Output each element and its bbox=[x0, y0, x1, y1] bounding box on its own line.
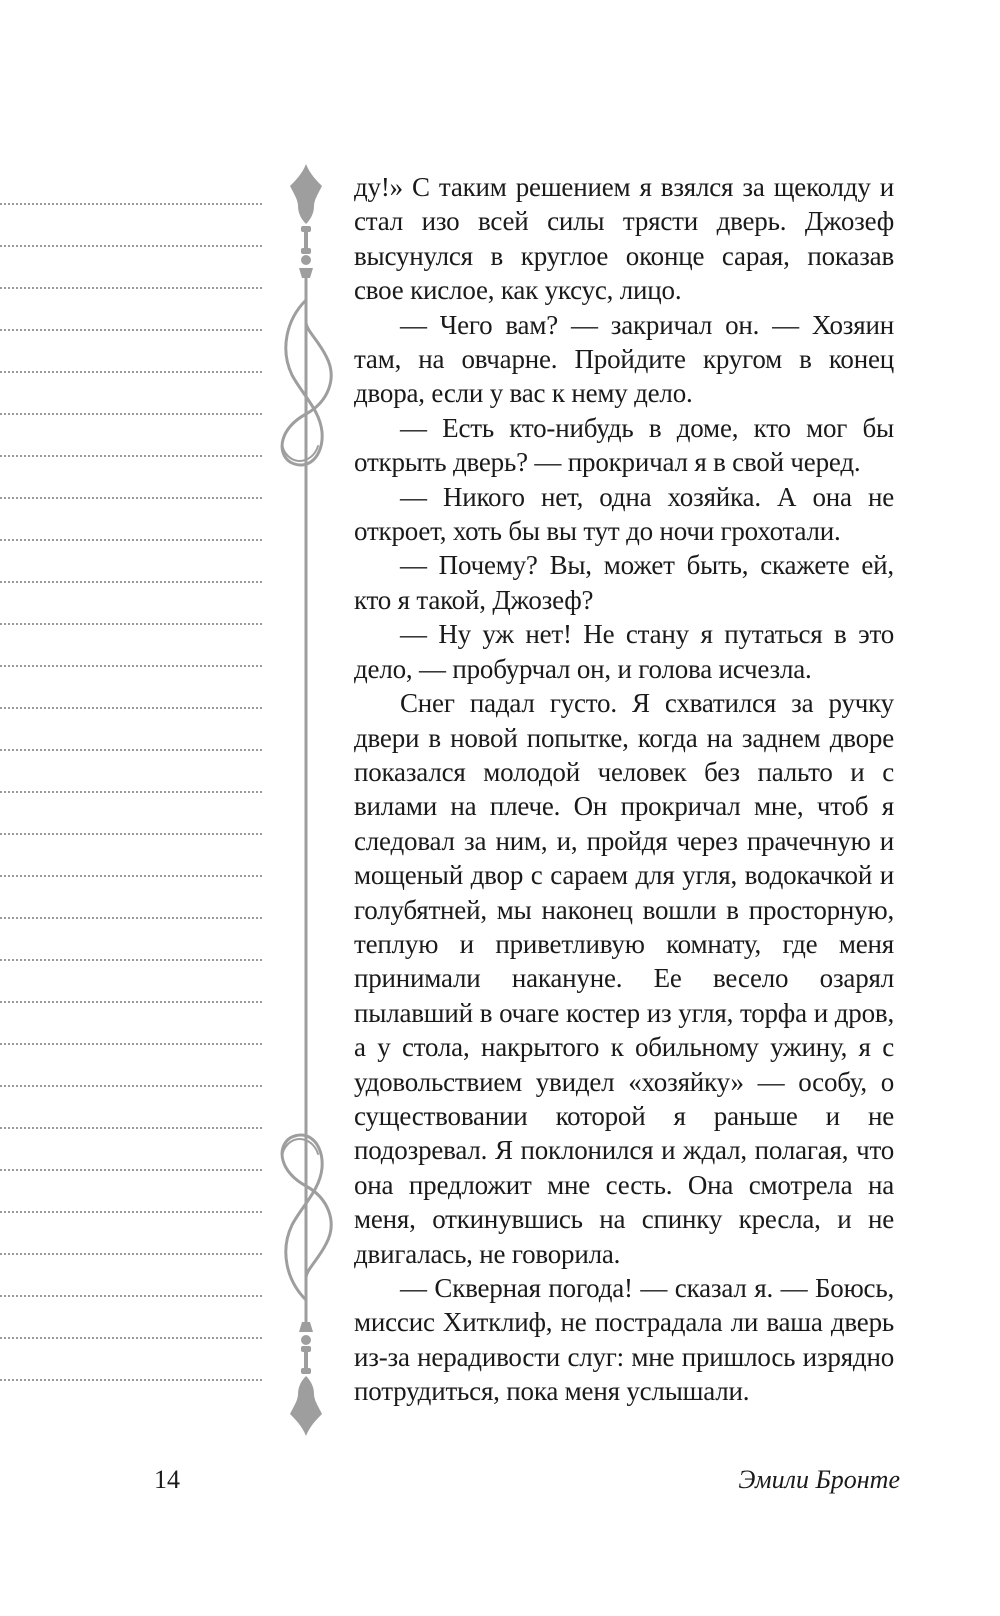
note-line bbox=[0, 623, 262, 625]
note-line bbox=[0, 1211, 262, 1213]
paragraph: — Есть кто-нибудь в доме, кто мог бы открыть дверь? — прокричал я в свой черед. bbox=[354, 412, 894, 478]
page-number: 14 bbox=[154, 1465, 180, 1494]
note-line bbox=[0, 1001, 262, 1003]
note-line bbox=[0, 329, 262, 331]
note-line bbox=[0, 539, 262, 541]
note-line bbox=[0, 1043, 262, 1045]
paragraph: — Чего вам? — закричал он. — Хозяин там, на овчарне. Пройдите кругом в конец двора, если у вас к нему дело. bbox=[354, 309, 894, 409]
note-line bbox=[0, 287, 262, 289]
paragraph: ду!» С таким решением я взялся за щеколду и стал изо всей силы трясти дверь. Джозеф высунулся в круглое оконце сарая, показав свое кислое, как уксус, лицо. bbox=[354, 172, 894, 306]
note-lines bbox=[0, 192, 262, 1417]
note-line bbox=[0, 1169, 262, 1171]
note-line bbox=[0, 749, 262, 751]
note-line bbox=[0, 1295, 262, 1297]
note-line bbox=[0, 581, 262, 583]
note-line bbox=[0, 203, 262, 205]
note-line bbox=[0, 959, 262, 961]
paragraph: — Никого нет, одна хозяйка. А она не откроет, хоть бы вы тут до ночи грохотали. bbox=[354, 481, 894, 547]
paragraph: Снег падал густо. Я схватился за ручку двери в новой попытке, когда на заднем дворе показался молодой человек без пальто и с вилами на плече. Он прокричал мне, чтоб я следовал за ним, и, пройдя через прачечную и мощеный двор с сараем для угля, водокачкой и голубятней, мы наконец вошли в просторную, теплую и приветливую комнату, где меня принимали накануне. Ее весело озарял пылавший в очаге костер из угля, торфа и дров, а у стола, накрытого к обильному ужину, я с удовольствием увидел «хозяйку» — особу, о существовании которой я раньше и не подозревал. Я поклонился и ждал, полагая, что она предложит мне сесть. Она смотрела на меня, откинувшись на спинку кресла, и не двигалась, не говорила. bbox=[354, 688, 894, 1269]
note-line bbox=[0, 497, 262, 499]
note-line bbox=[0, 1337, 262, 1339]
note-line bbox=[0, 1085, 262, 1087]
note-line bbox=[0, 833, 262, 835]
main-text bbox=[354, 170, 894, 1409]
paragraph: — Ну уж нет! Не стану я путаться в это дело, — пробурчал он, и голова исчезла. bbox=[354, 619, 894, 684]
note-line bbox=[0, 875, 262, 877]
note-line bbox=[0, 1379, 262, 1381]
note-line bbox=[0, 1253, 262, 1255]
note-line bbox=[0, 917, 262, 919]
note-line bbox=[0, 791, 262, 793]
running-footer-author: Эмили Бронте bbox=[738, 1465, 900, 1494]
note-line bbox=[0, 455, 262, 457]
paragraph: — Почему? Вы, может быть, скажете ей, кто я такой, Джозеф? bbox=[354, 550, 894, 615]
note-line bbox=[0, 413, 262, 415]
note-line bbox=[0, 371, 262, 373]
paragraph: — Скверная погода! — сказал я. — Боюсь, миссис Хитклиф, не пострадала ли ваша дверь из-за нерадивости слуг: мне пришлось изрядно потрудиться, пока меня услышали. bbox=[354, 1273, 894, 1407]
note-line bbox=[0, 665, 262, 667]
decorative-divider-ornament bbox=[268, 160, 344, 1440]
note-line bbox=[0, 245, 262, 247]
note-line bbox=[0, 707, 262, 709]
note-line bbox=[0, 1127, 262, 1129]
